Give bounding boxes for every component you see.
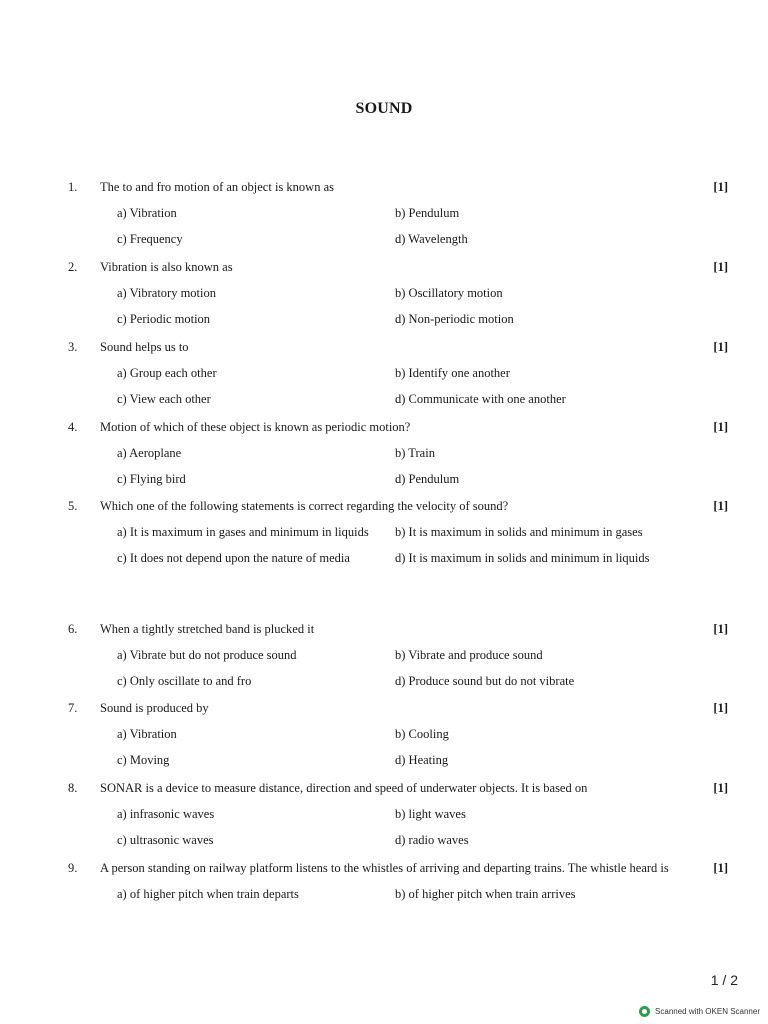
- option-a: a) It is maximum in gases and minimum in liquids: [117, 525, 369, 539]
- question-3: [0, 336, 768, 416]
- options-grid: [117, 883, 768, 905]
- option-c: c) Only oscillate to and fro: [117, 674, 252, 688]
- option-c: c) It does not depend upon the nature of media: [117, 551, 350, 565]
- option-d: d) Heating: [395, 753, 449, 767]
- option-c: c) Flying bird: [117, 472, 186, 486]
- question-number: 5.: [68, 499, 78, 513]
- page-title: SOUND: [355, 100, 413, 117]
- question-2: [0, 256, 768, 336]
- options-grid: [117, 644, 768, 692]
- question-marks: [1]: [713, 340, 728, 354]
- option-a: a) Vibratory motion: [117, 286, 216, 300]
- option-b: b) Vibrate and produce sound: [395, 648, 543, 662]
- question-number: 4.: [68, 420, 78, 434]
- option-b: b) It is maximum in solids and minimum in gases: [395, 525, 643, 539]
- option-b: b) Pendulum: [395, 206, 460, 220]
- page-number: 1 / 2: [710, 972, 738, 988]
- option-d: d) It is maximum in solids and minimum in liquids: [395, 551, 650, 565]
- options-grid: [117, 362, 768, 410]
- option-c: c) View each other: [117, 392, 211, 406]
- option-d: d) Pendulum: [395, 472, 460, 486]
- question-text: SONAR is a device to measure distance, direction and speed of underwater objects. It is based on: [100, 781, 588, 795]
- option-b: b) of higher pitch when train arrives: [395, 887, 576, 901]
- question-number: 1.: [68, 180, 78, 194]
- question-marks: [1]: [713, 260, 728, 274]
- question-text: Vibration is also known as: [100, 260, 233, 274]
- option-b: b) Oscillatory motion: [395, 286, 503, 300]
- question-marks: [1]: [713, 180, 728, 194]
- scanner-watermark: [639, 1006, 760, 1017]
- question-number: 9.: [68, 861, 78, 875]
- option-c: c) Moving: [117, 753, 170, 767]
- option-c: c) ultrasonic waves: [117, 833, 214, 847]
- question-marks: [1]: [713, 781, 728, 795]
- question-marks: [1]: [713, 701, 728, 715]
- option-d: d) Produce sound but do not vibrate: [395, 674, 575, 688]
- scanner-label: Scanned with OKEN Scanner: [655, 1007, 760, 1016]
- option-c: c) Periodic motion: [117, 312, 211, 326]
- option-d: d) Communicate with one another: [395, 392, 566, 406]
- question-marks: [1]: [713, 622, 728, 636]
- option-d: d) Non-periodic motion: [395, 312, 514, 326]
- question-7: [0, 697, 768, 777]
- question-text: Motion of which of these object is known as periodic motion?: [100, 420, 411, 434]
- question-text: Sound is produced by: [100, 701, 209, 715]
- question-list: [0, 176, 768, 905]
- question-marks: [1]: [713, 861, 728, 875]
- question-number: 7.: [68, 701, 78, 715]
- option-a: a) Vibration: [117, 727, 177, 741]
- option-a: a) Vibrate but do not produce sound: [117, 648, 297, 662]
- option-a: a) infrasonic waves: [117, 807, 215, 821]
- options-grid: [117, 723, 768, 771]
- question-1: [0, 176, 768, 256]
- question-marks: [1]: [713, 420, 728, 434]
- option-b: b) Train: [395, 446, 435, 460]
- options-grid: [117, 803, 768, 851]
- question-marks: [1]: [713, 499, 728, 513]
- options-grid: [117, 202, 768, 250]
- question-text: When a tightly stretched band is plucked it: [100, 622, 315, 636]
- question-number: 3.: [68, 340, 78, 354]
- question-8: [0, 777, 768, 857]
- option-a: a) of higher pitch when train departs: [117, 887, 299, 901]
- options-grid: [117, 282, 768, 330]
- option-b: b) light waves: [395, 807, 466, 821]
- question-number: 6.: [68, 622, 78, 636]
- question-6: [0, 618, 768, 697]
- question-4: [0, 416, 768, 495]
- option-c: c) Frequency: [117, 232, 183, 246]
- question-text: Sound helps us to: [100, 340, 189, 354]
- option-d: d) radio waves: [395, 833, 469, 847]
- option-a: a) Vibration: [117, 206, 177, 220]
- question-number: 2.: [68, 260, 78, 274]
- option-b: b) Cooling: [395, 727, 449, 741]
- options-grid: [117, 442, 768, 490]
- question-text: Which one of the following statements is correct regarding the velocity of sound?: [100, 499, 509, 513]
- question-9: [0, 857, 768, 905]
- question-text: The to and fro motion of an object is known as: [100, 180, 334, 194]
- option-b: b) Identify one another: [395, 366, 510, 380]
- option-a: a) Group each other: [117, 366, 217, 380]
- question-number: 8.: [68, 781, 78, 795]
- question-5: [0, 495, 768, 618]
- options-grid: [117, 521, 768, 569]
- option-d: d) Wavelength: [395, 232, 468, 246]
- question-text: A person standing on railway platform listens to the whistles of arriving and departing trains. The whistle heard is: [100, 861, 669, 875]
- option-a: a) Aeroplane: [117, 446, 182, 460]
- scanner-logo-icon: [639, 1006, 650, 1017]
